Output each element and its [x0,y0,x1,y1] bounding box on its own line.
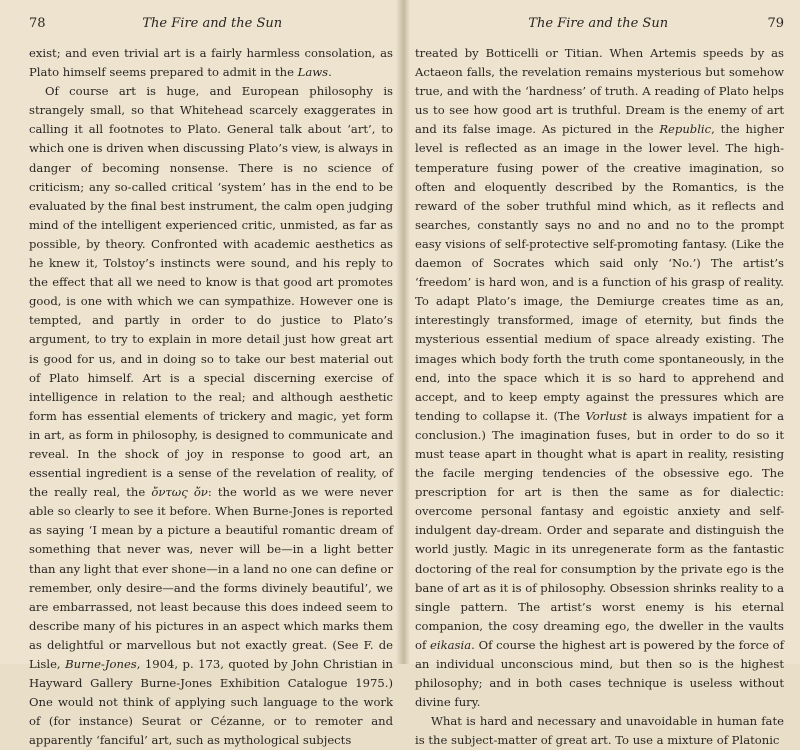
italic-text: ὄντως ὄν [151,485,208,500]
right-page [403,0,800,748]
paragraph [415,44,784,712]
italic-text: eikasia [430,637,472,652]
text-run: : the world as we were never able so clearly to see it before. When Burne-Jones is reported as saying ‘I mean by a picture a beautiful romantic dream of something that never was, never will be—in a light better than any light that ever shone—in a land no one can define or remember, only desire—and the forms divinely beautiful’, we are embarrassed, not least because this does indeed seem to describe many of his pictures in an aspect which marks them as delightful or marvellous but not exactly great. (See F. de Lisle, [29,485,393,671]
italic-text: Republic [659,122,712,137]
text-run: . [328,65,332,80]
italic-text: Burne-Jones [65,657,137,671]
text-run: exist; and even trivial art is a fairly harmless consolation, as Plato himself seems prepared to admit in the [29,46,393,80]
paragraph [415,712,784,750]
italic-text: Vorlust [585,408,628,423]
text-run: What is hard and necessary and unavoidable in human fate is the subject-matter of great art. To use a mixture of Platonic [415,714,784,748]
page-number: 78 [29,16,46,31]
left-page-text [29,44,393,750]
running-head-left [29,16,393,38]
text-run: , 1904, p. 173, quoted by John Christian in Hayward Gallery Burne-Jones Exhibition Catalogue 1975.) One would not think of applying such language to the work of (for instance) Seurat or Cézanne, or to remoter and apparently ‘fanciful’ art, such as mythological subjects [29,657,393,748]
page-number: 79 [767,16,784,31]
right-page-text [415,44,784,750]
text-run: treated by Botticelli or Titian. When Artemis speeds by as Actaeon falls, the revelation remains mysterious but somehow true, and with the ‘hardness’ of truth. A reading of Plato helps us to see how good art is truthful. Dream is the enemy of art and its false image. As pictured in the [415,46,784,137]
paragraph [29,44,393,82]
text-run: is always impatient for a conclusion.) The imagination fuses, but in order to do so it must tease apart in thought what is apart in reality, resisting the facile merging tendencies of the obsessive ego. The prescription for art is then the same as for dialectic: overcome personal fantasy and egoistic anxiety and self-indulgent day-dream. Order and separate and distinguish the world justly. Magic in its unregenerate form as the fantastic doctoring of the real for consumption by the private ego is the bane of art as it is of philosophy. Obsession shrinks reality to a single pattern. The artist’s worst enemy is his eternal companion, the cosy dreaming ego, the dweller in the vaults of [415,408,784,652]
paragraph [29,82,393,750]
running-head-right [415,16,784,38]
book-gutter [396,0,410,664]
running-title: The Fire and the Sun [142,16,283,31]
running-title: The Fire and the Sun [528,16,669,31]
text-run: Of course art is huge, and European philosophy is strangely small, so that Whitehead scarcely exaggerates in calling it all footnotes to Plato. General talk about ‘art’, to which one is driven when discussing Plato’s view, is always in danger of becoming nonsense. There is no science of criticism; any so-called critical ‘system’ has in the end to be evaluated by the final best instrument, the calm open judging mind of the intelligent experienced critic, unmisted, as far as possible, by theory. Confronted with academic aesthetics as he knew it, Tolstoy’s instincts were sound, and his reply to the effect that all we need to know is that good art promotes good, is one with which we can sympathize. However one is tempted, and partly in order to do justice to Plato’s argument, to try to explain in more detail just how great art is good for us, and in doing so to take our best material out of Plato himself. Art is a special discerning exercise of intelligence in relation to the real; and although aesthetic form has essential elements of trickery and magic, yet form in art, as form in philosophy, is designed to communicate and reveal. In the shock of joy in response to good art, an essential ingredient is a sense of the revelation of reality, of the really real, the [29,84,393,500]
italic-text: Laws [297,65,329,80]
text-run: , the higher level is reflected as an image in the lower level. The high-temperature fusing power of the creative imagination, so often and eloquently described by the Romantics, is the reward of the sober truthful mind which, as it reflects and searches, constantly says no and no and no to the prompt easy visions of self-protective self-promoting fantasy. (Like the daemon of Socrates which said only ‘No.’) The artist’s ‘freedom’ is hard won, and is a function of his grasp of reality. To adapt Plato’s image, the Demiurge creates time as an, interestingly transformed, image of eternity, but finds the mysterious essential medium of space already existing. The images which body forth the truth come spontaneously, in the end, into the space which it is so hard to apprehend and accept, and to keep empty against the pressures which are tending to collapse it. (The [415,122,784,423]
text-run: . Of course the highest art is powered by the force of an individual unconscious mind, but then so is the highest philosophy; and in both cases technique is useless without divine fury. [415,637,784,710]
